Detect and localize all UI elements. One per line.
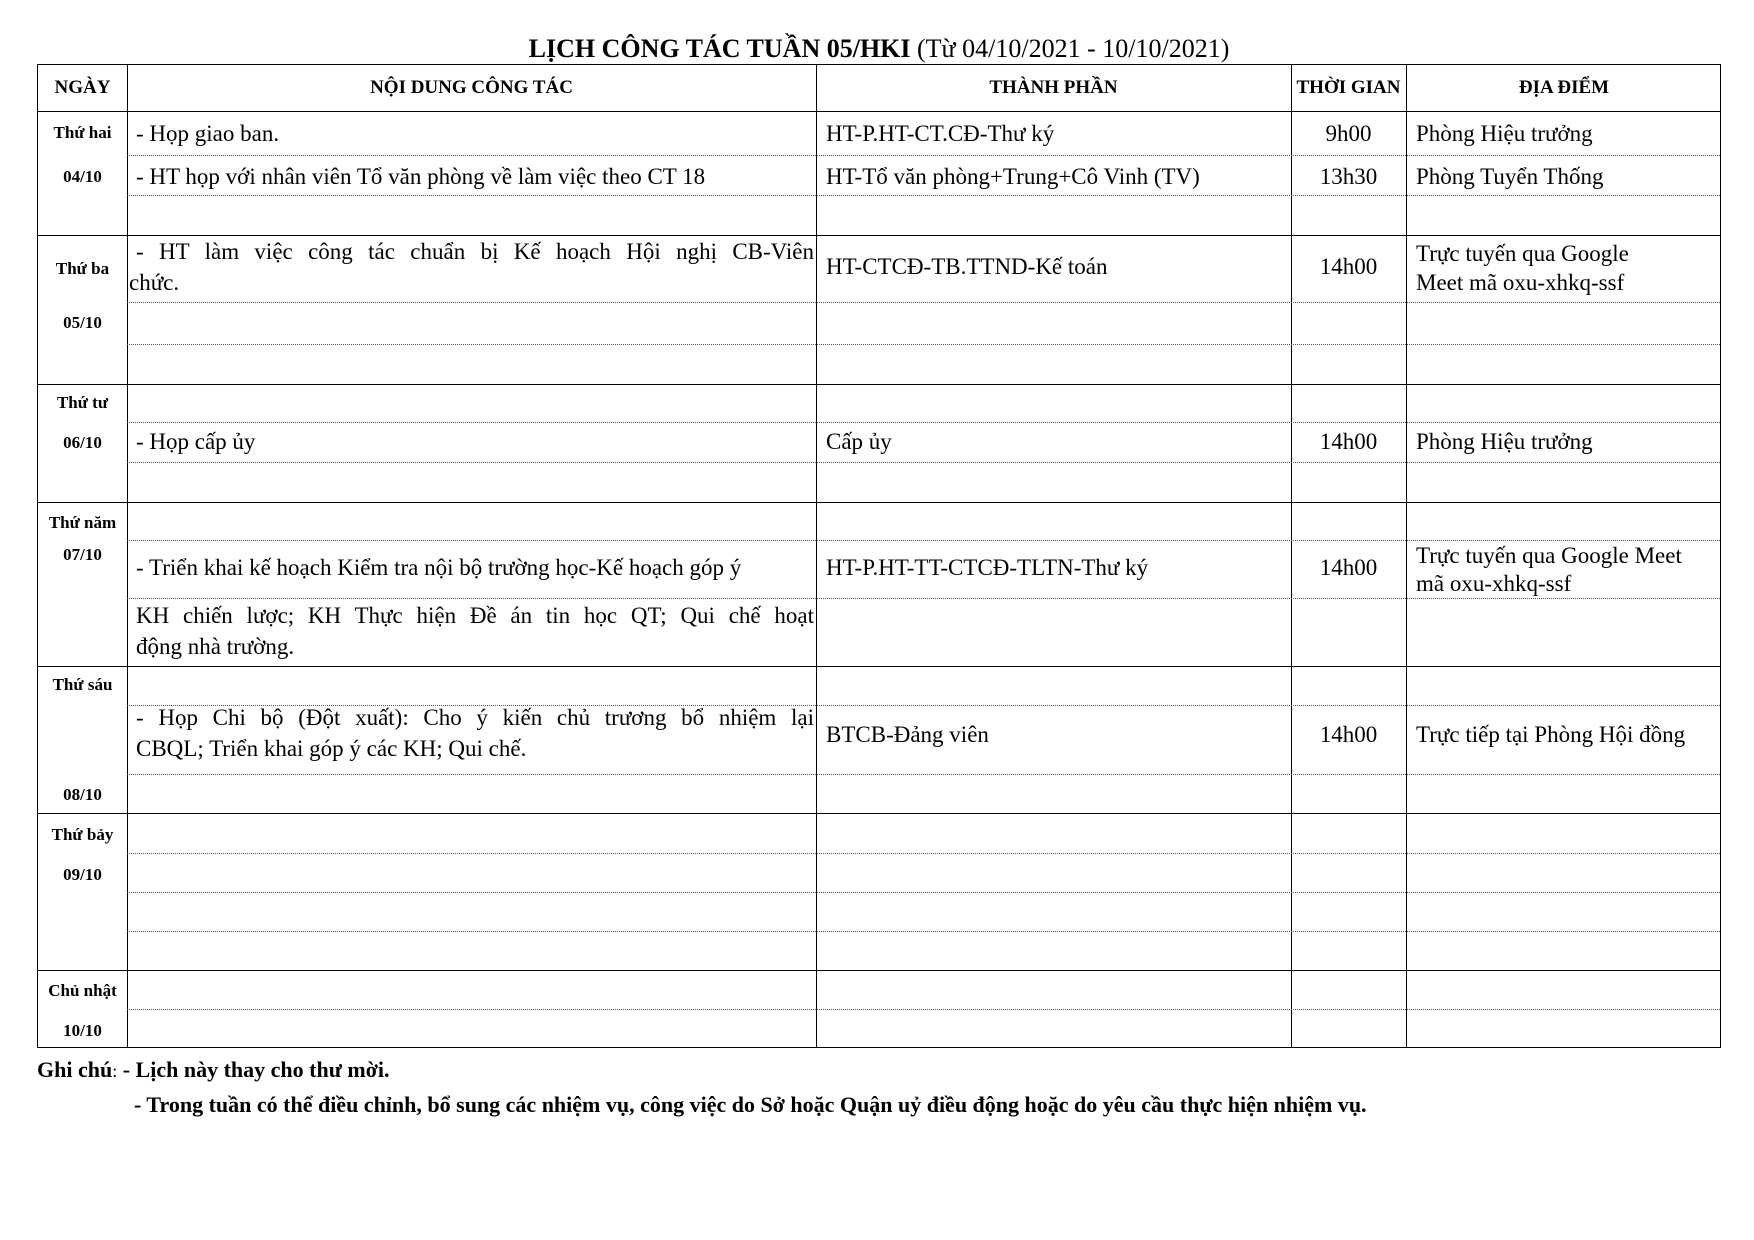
- event-content-line: KH chiến lược; KH Thực hiện Đề án tin học QT; Qui chế hoạt: [136, 603, 814, 628]
- header-day: NGÀY: [54, 77, 111, 98]
- note-text: - Trong tuần có thể điều chỉnh, bổ sung các nhiệm vụ, công việc do Sở hoặc Quận uỷ điều động hoặc do yêu cầu thực hiện nhiệm vụ.: [134, 1092, 1367, 1117]
- subrow-divider: [127, 774, 1720, 775]
- schedule-title: LỊCH CÔNG TÁC TUẦN 05/HKI: [528, 34, 911, 63]
- column-divider: [1406, 65, 1407, 1047]
- column-divider: [816, 65, 817, 1047]
- event-members: Cấp ủy: [826, 429, 892, 454]
- page-title: [37, 34, 1721, 64]
- event-content-line: chức.: [129, 270, 180, 295]
- event-place: Phòng Tuyển Thống: [1416, 164, 1604, 189]
- event-content-line: - HT làm việc công tác chuẩn bị Kế hoạch Hội nghị CB-Viên: [136, 239, 814, 264]
- schedule-table: [37, 64, 1721, 1048]
- row-divider: [38, 502, 1720, 503]
- event-content-line: động nhà trường.: [136, 634, 295, 659]
- event-place: Trực tiếp tại Phòng Hội đồng: [1416, 722, 1686, 747]
- event-content-line: CBQL; Triển khai góp ý các KH; Qui chế.: [136, 736, 527, 761]
- event-content-line: - Triển khai kế hoạch Kiểm tra nội bộ trường học-Kế hoạch góp ý: [136, 555, 742, 580]
- row-divider: [38, 384, 1720, 385]
- notes-label: Ghi chú: [37, 1057, 113, 1082]
- note-line: [37, 1088, 1717, 1122]
- event-time: 14h00: [1319, 429, 1378, 454]
- notes-colon: :: [112, 1061, 118, 1081]
- event-members: HT-CTCĐ-TB.TTND-Kế toán: [826, 254, 1108, 279]
- subrow-divider: [127, 462, 1720, 463]
- notes: [37, 1053, 1717, 1122]
- event-content: - Họp cấp ủy: [136, 429, 256, 454]
- day-date: 10/10: [63, 1021, 102, 1040]
- subrow-divider: [127, 931, 1720, 932]
- day-date: 07/10: [63, 545, 102, 564]
- subrow-divider: [127, 598, 1720, 599]
- event-place-line: Trực tuyến qua Google Meet: [1416, 543, 1682, 568]
- note-text: - Lịch này thay cho thư mời.: [122, 1057, 390, 1082]
- day-date: 04/10: [63, 167, 102, 186]
- header-time: THỜI GIAN: [1296, 77, 1401, 98]
- day-name: Thứ tư: [56, 393, 109, 412]
- day-name: Thứ bảy: [51, 825, 114, 844]
- event-members: HT-Tổ văn phòng+Trung+Cô Vinh (TV): [826, 164, 1200, 189]
- row-divider: [38, 970, 1720, 971]
- row-divider: [38, 111, 1720, 112]
- date-range: (Từ 04/10/2021 - 10/10/2021): [917, 34, 1230, 63]
- day-name: Thứ sáu: [52, 675, 113, 694]
- subrow-divider: [127, 892, 1720, 893]
- header-place: ĐỊA ĐIỂM: [1518, 77, 1610, 98]
- event-members: HT-P.HT-TT-CTCĐ-TLTN-Thư ký: [826, 555, 1149, 580]
- day-date: 05/10: [63, 313, 102, 332]
- event-content: - HT họp với nhân viên Tổ văn phòng về làm việc theo CT 18: [136, 164, 706, 189]
- day-name: Chủ nhật: [48, 981, 117, 1000]
- subrow-divider: [127, 422, 1720, 423]
- day-name: Thứ ba: [55, 259, 110, 278]
- event-place-line: mã oxu-xhkq-ssf: [1416, 571, 1572, 596]
- header-content: NỘI DUNG CÔNG TÁC: [370, 77, 573, 98]
- event-content-line: - Họp Chi bộ (Đột xuất): Cho ý kiến chủ trương bổ nhiệm lại: [136, 705, 814, 730]
- event-place-line: Meet mã oxu-xhkq-ssf: [1416, 270, 1625, 295]
- subrow-divider: [127, 155, 1720, 156]
- header-members: THÀNH PHẦN: [989, 77, 1118, 98]
- subrow-divider: [127, 1009, 1720, 1010]
- event-time: 14h00: [1319, 722, 1378, 747]
- subrow-divider: [127, 195, 1720, 196]
- day-date: 08/10: [63, 785, 102, 804]
- row-divider: [38, 666, 1720, 667]
- day-date: 09/10: [63, 865, 102, 884]
- subrow-divider: [127, 344, 1720, 345]
- row-divider: [38, 813, 1720, 814]
- event-time: 9h00: [1325, 121, 1372, 146]
- note-line: [37, 1053, 1717, 1088]
- event-content: - Họp giao ban.: [136, 121, 280, 146]
- day-name: Thứ năm: [48, 513, 117, 532]
- event-members: HT-P.HT-CT.CĐ-Thư ký: [826, 121, 1055, 146]
- event-time: 14h00: [1319, 254, 1378, 279]
- row-divider: [38, 235, 1720, 236]
- event-place: Phòng Hiệu trưởng: [1416, 429, 1593, 454]
- event-time: 13h30: [1319, 164, 1378, 189]
- event-place-line: Trực tuyến qua Google: [1416, 241, 1629, 266]
- day-date: 06/10: [63, 433, 102, 452]
- subrow-divider: [127, 853, 1720, 854]
- event-time: 14h00: [1319, 555, 1378, 580]
- event-members: BTCB-Đảng viên: [826, 722, 989, 747]
- subrow-divider: [127, 302, 1720, 303]
- event-place: Phòng Hiệu trưởng: [1416, 121, 1593, 146]
- day-name: Thứ hai: [53, 123, 112, 142]
- column-divider: [127, 65, 128, 1047]
